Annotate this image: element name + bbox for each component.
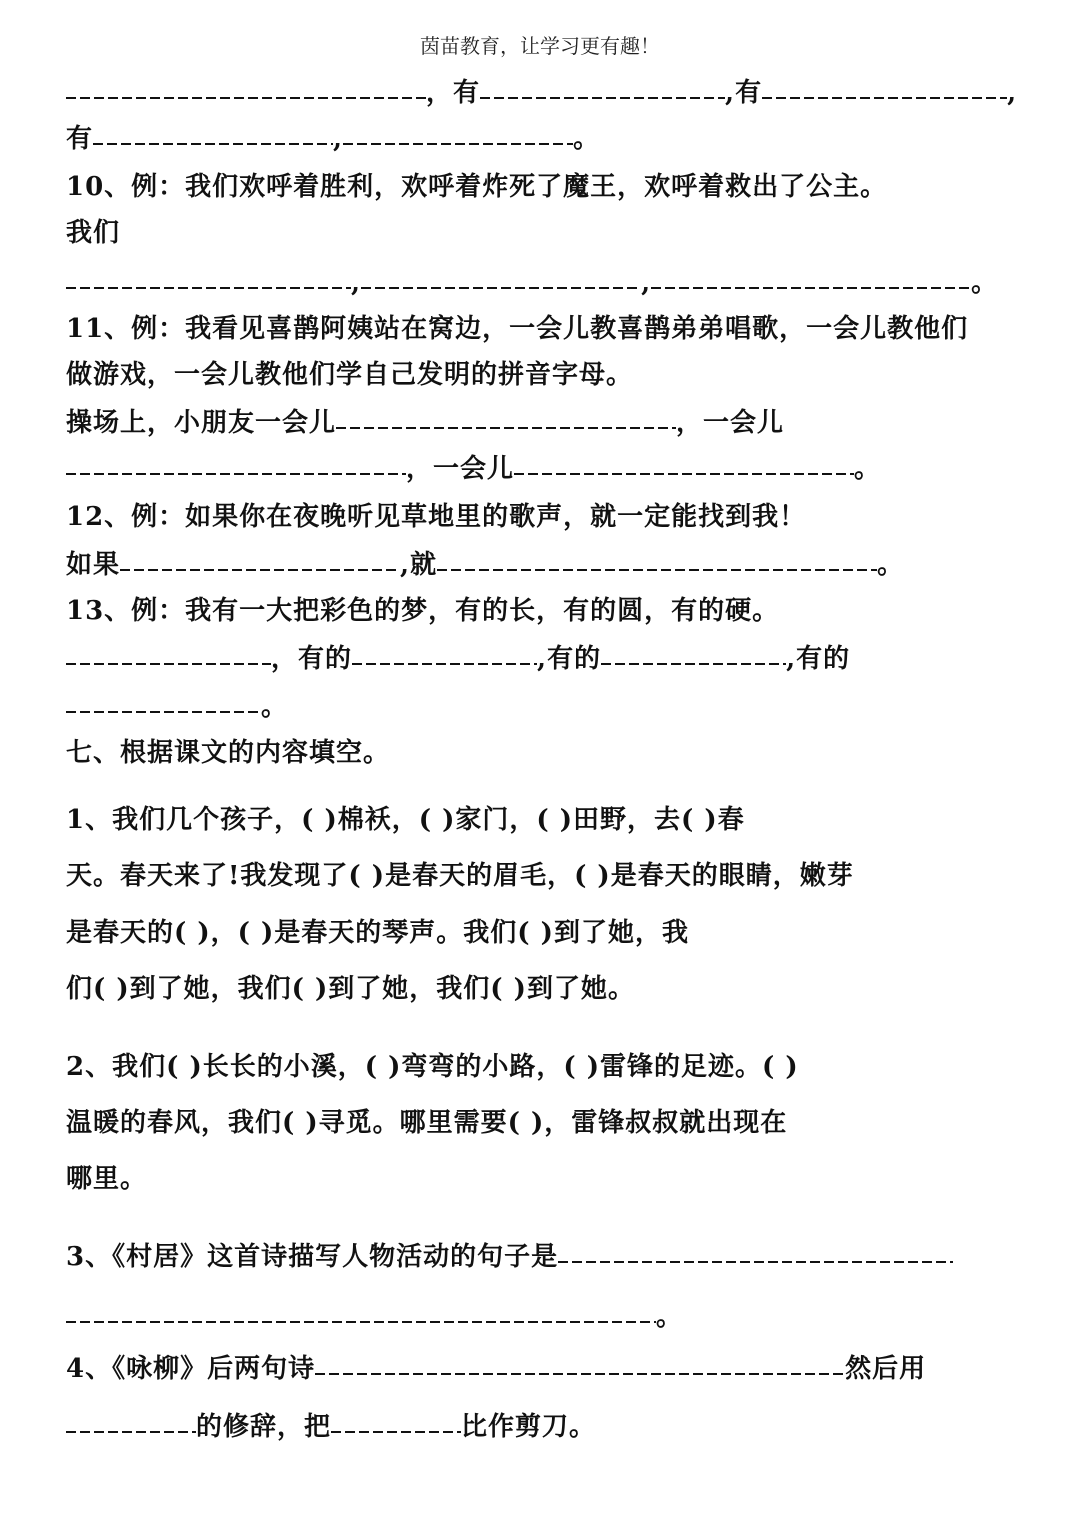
q11-example-1: 11、例：我看见喜鹊阿姨站在窝边，一会儿教喜鹊弟弟唱歌，一会儿教他们	[66, 314, 969, 344]
line-2: 有 , 。	[66, 124, 601, 154]
p3-line-1: 3、《村居》这首诗描写人物活动的句子是	[66, 1240, 1026, 1274]
line-1: ，有 ,有 ,	[66, 76, 1026, 110]
fill-blank[interactable]	[66, 453, 406, 477]
q11-example-2: 做游戏，一会儿教他们学自己发明的拼音字母。	[66, 360, 634, 390]
fill-blank[interactable]	[315, 1353, 845, 1377]
fill-blank[interactable]	[514, 453, 854, 477]
p4-line-1: 4、《咏柳》后两句诗 然后用	[66, 1354, 927, 1384]
p1-line-1: 1、我们几个孩子，( )棉袄，( )家门，( )田野，去( )春	[66, 805, 745, 835]
fill-blank[interactable]	[558, 1241, 953, 1265]
fill-blank[interactable]	[66, 691, 261, 715]
fill-blank[interactable]	[93, 123, 333, 147]
p2-line-2: 温暖的春风，我们( )寻觅。哪里需要( )，雷锋叔叔就出现在	[66, 1108, 788, 1138]
p2-line-3: 哪里。	[66, 1164, 148, 1194]
p3-line-2: 。	[66, 1300, 1026, 1334]
q12-answer-line: 如果 ,就 。	[66, 550, 905, 580]
q13-answer-line-1: ，有的 ,有的 ,有的	[66, 642, 1026, 676]
fill-blank[interactable]	[762, 77, 1007, 101]
fill-blank[interactable]	[361, 267, 641, 291]
section-7-heading: 七、根据课文的内容填空。	[66, 738, 391, 768]
q13-example: 13、例：我有一大把彩色的梦，有的长，有的圆，有的硬。	[66, 596, 780, 626]
p4-line-2: 的修辞，把 比作剪刀。	[66, 1410, 1026, 1444]
fill-blank[interactable]	[120, 549, 400, 573]
fill-blank[interactable]	[66, 1411, 196, 1435]
q10-example: 10、例：我们欢呼着胜利，欢呼着炸死了魔王，欢呼着救出了公主。	[66, 172, 888, 202]
fill-blank[interactable]	[437, 549, 877, 573]
fill-blank[interactable]	[480, 77, 725, 101]
fill-blank[interactable]	[336, 407, 676, 431]
q11-answer-line-2: ，一会儿 。	[66, 452, 1026, 486]
fill-blank[interactable]	[343, 123, 573, 147]
p1-line-3: 是春天的( )，( )是春天的琴声。我们( )到了她，我	[66, 918, 689, 948]
fill-blank[interactable]	[66, 77, 426, 101]
q11-answer-line-1: 操场上，小朋友一会儿 ，一会儿	[66, 408, 785, 438]
fill-blank[interactable]	[352, 643, 537, 667]
q12-example: 12、例：如果你在夜晚听见草地里的歌声，就一定能找到我！	[66, 502, 807, 532]
fill-blank[interactable]	[601, 643, 786, 667]
p2-line-1: 2、我们( )长长的小溪，( )弯弯的小路，( )雷锋的足迹。( )	[66, 1052, 799, 1082]
fill-blank[interactable]	[66, 267, 351, 291]
q13-answer-line-2: 。	[66, 690, 1026, 724]
fill-blank[interactable]	[651, 267, 971, 291]
q10-prompt: 我们	[66, 218, 121, 248]
p1-line-4: 们( )到了她，我们( )到了她，我们( )到了她。	[66, 974, 635, 1004]
p1-line-2: 天。春天来了!我发现了( )是春天的眉毛，( )是春天的眼睛，嫩芽	[66, 861, 854, 891]
fill-blank[interactable]	[66, 643, 271, 667]
fill-blank[interactable]	[331, 1411, 461, 1435]
q10-answer-line: , , 。	[66, 266, 1026, 300]
page-header: 茵苗教育，让学习更有趣！	[420, 34, 660, 58]
fill-blank[interactable]	[66, 1301, 656, 1325]
